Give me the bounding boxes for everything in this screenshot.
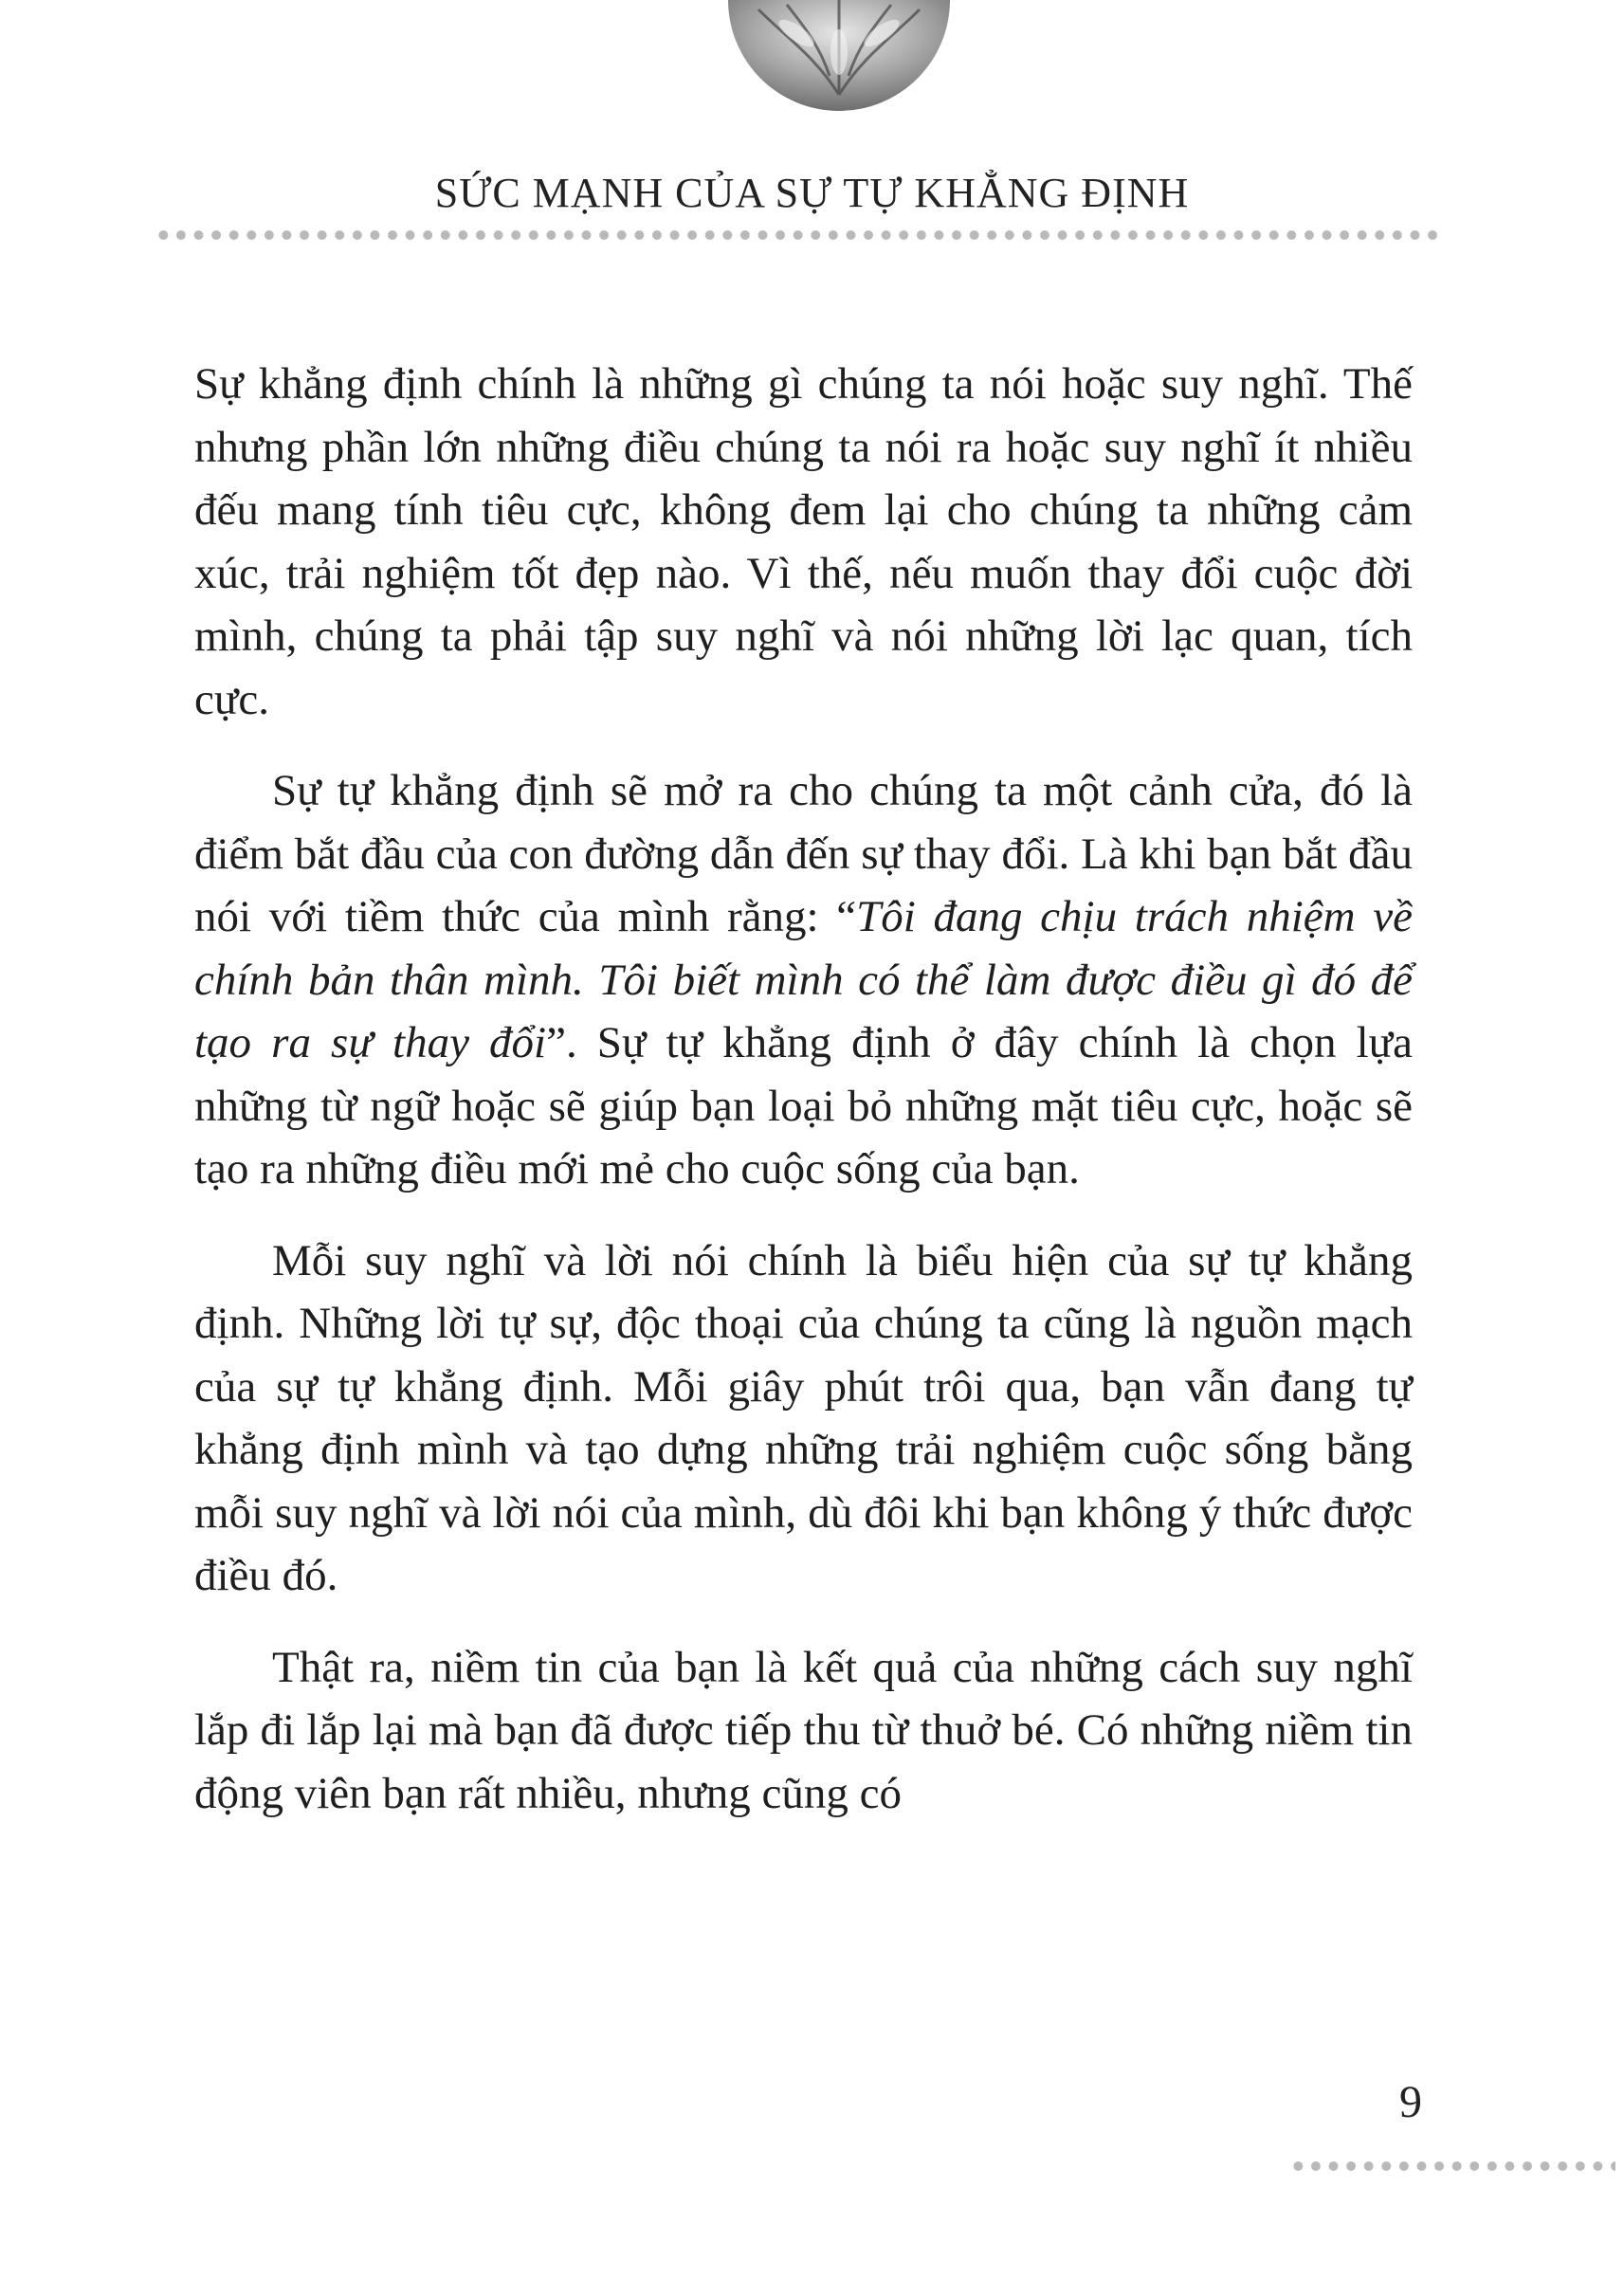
paragraph-text: ”. Sự tự khẳng định ở đây chính là chọn lựa những từ ngữ hoặc sẽ giúp bạn loại bỏ những mặt tiêu cực, hoặc sẽ tạo ra những điều mới mẻ cho cuộc sống của bạn.	[194, 1018, 1413, 1194]
leaf-ornament-icon	[721, 0, 958, 114]
dotted-rule-top	[155, 229, 1442, 241]
paragraph-text: Sự tự khẳng định sẽ mở ra cho chúng ta một cảnh cửa, đó là điểm bắt đầu của con đường dẫn đến sự thay đổi. Là khi bạn bắt đầu nói với tiềm thức của mình rằng: “	[194, 766, 1413, 941]
paragraph	[194, 1230, 1413, 1608]
paragraph	[194, 353, 1413, 731]
paragraph-text: Sự khẳng định chính là những gì chúng ta nói hoặc suy nghĩ. Thế nhưng phần lớn những điều chúng ta nói ra hoặc suy nghĩ ít nhiều đếu mang tính tiêu cực, không đem lại cho chúng ta những cảm xúc, trải nghiệm tốt đẹp nào. Vì thế, nếu muốn thay đổi cuộc đời mình, chúng ta phải tập suy nghĩ và nói những lời lạc quan, tích cực.	[194, 359, 1413, 724]
paragraph	[194, 1636, 1413, 1826]
running-title: SỨC MẠNH CỦA SỰ TỰ KHẲNG ĐỊNH	[434, 170, 1190, 216]
page-number: 9	[1399, 2077, 1422, 2127]
paragraph-text: Mỗi suy nghĩ và lời nói chính là biểu hiện của sự tự khẳng định. Những lời tự sự, độc thoại của chúng ta cũng là nguồn mạch của sự tự khẳng định. Mỗi giây phút trôi qua, bạn vẫn đang tự khẳng định mình và tạo dựng những trải nghiệm cuộc sống bằng mỗi suy nghĩ và lời nói của mình, dù đôi khi bạn không ý thức được điều đó.	[194, 1235, 1413, 1600]
paragraph-text: Thật ra, niềm tin của bạn là kết quả của những cách suy nghĩ lắp đi lắp lại mà bạn đã được tiếp thu từ thuở bé. Có những niềm tin động viên bạn rất nhiều, nhưng cũng có	[194, 1642, 1413, 1818]
italic-quote: Tôi đang chịu trách nhiệm về chính bản thân mình. Tôi biết mình có thể làm được điều gì đó để tạo ra sự thay đổi	[194, 892, 1413, 1067]
dotted-rule-bottom	[1289, 2160, 1615, 2172]
paragraph	[194, 759, 1413, 1201]
body-text	[194, 353, 1413, 1853]
